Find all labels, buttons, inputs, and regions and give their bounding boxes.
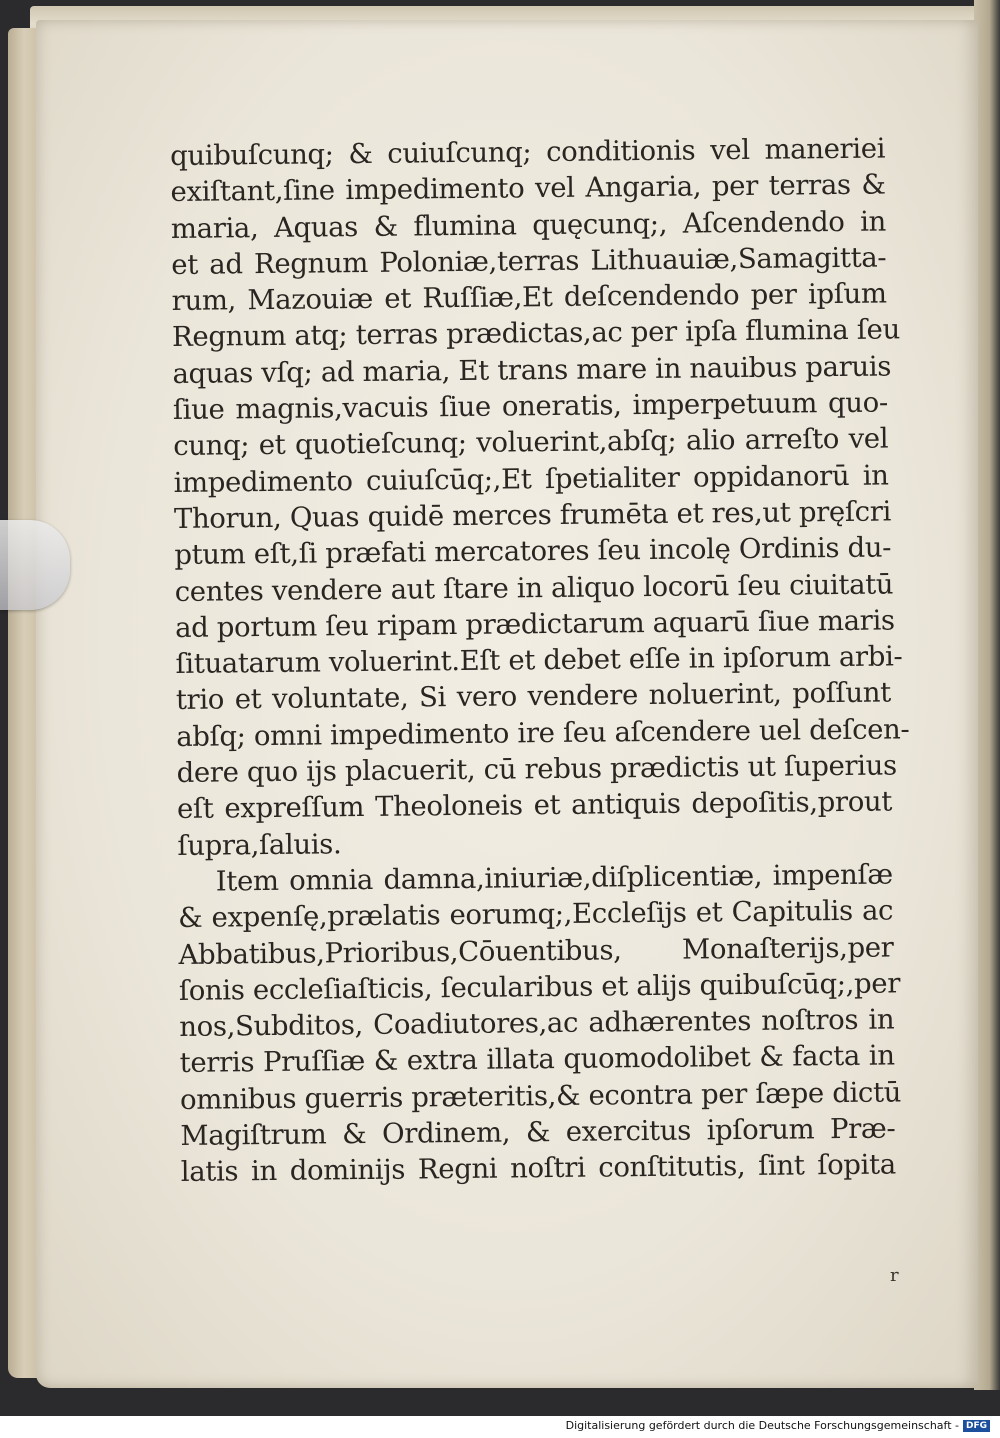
text-line: ſituatarum voluerint.Eſt et debet eſſe in ipſorum arbi- [175, 640, 903, 681]
text-line: ptum eſt,ſi præfati mercatores ſeu incolę Ordinis du- [174, 531, 892, 572]
text-line: centes vendere aut ſtare in aliquo locorū ſeu ciuitatū [174, 568, 894, 608]
text-line: Thorun, Quas quidē merces frumēta et res,ut pręſcri [173, 495, 892, 535]
text-line: rum, Mazouiæ et Ruſſiæ,Et deſcendendo per ipſum [171, 277, 887, 318]
margin-mark: r [890, 1265, 899, 1286]
text-line: abſq; omni impedimento ire ſeu aſcendere uel deſcen- [176, 713, 910, 753]
text-line: ſiue magnis,vacuis ſiue oneratis, imperpetuum quo- [172, 386, 888, 427]
text-line: et ad Regnum Poloniæ,terras Lithuauiæ,Samagitta- [171, 241, 887, 281]
text-line: maria, Aquas & flumina quęcunq;, Aſcendendo in [170, 205, 887, 245]
text-line: omnibus guerris præteritis,& econtra per ſæpe dictū [179, 1076, 902, 1116]
text-line: ſonis eccleſiaſticis, ſecularibus et alijs quibuſcūq;,per [178, 967, 901, 1007]
text-line: latis in dominijs Regni noſtri conſtitutis, ſint ſopita [180, 1148, 896, 1189]
text-line: cunq; et quotieſcunq; voluerint,abſq; alio arreſto vel [173, 422, 889, 463]
text-line: impedimento cuiuſcūq;,Et ſpetialiter oppidanorū in [173, 459, 889, 499]
text-line: dere quo ijs placuerit, cū rebus prædictis ut ſuperius [176, 749, 897, 790]
text-line: quibuſcunq; & cuiuſcunq; conditionis vel maneriei [170, 132, 886, 172]
text-line: ad portum ſeu ripam prædictarum aquarū ſiue maris [174, 604, 895, 644]
page-clip [0, 520, 70, 610]
text-line: Abbatibus,Prioribus,Cōuentibus, Monaſterijs,per [178, 931, 894, 971]
text-line: Regnum atq; terras prædictas,ac per ipſa flumina ſeu [171, 313, 901, 354]
text-line: aquas vſq; ad maria, Et trans mare in nauibus paruis [172, 350, 892, 390]
text-line: eſt expreſſum Theoloneis et antiquis depoſitis,prout [176, 785, 893, 826]
paragraph-first-line: Item omnia damna,iniuriæ,diſplicentiæ, impenſæ [215, 858, 893, 898]
text-line: exiſtant,ſine impedimento vel Angaria, per terras & [170, 168, 886, 209]
text-line: terris Pruſſiæ & extra illata quomodolibet & facta in [179, 1039, 895, 1080]
text-line: nos,Subditos, Coadiutores,ac adhærentes noſtros in [179, 1003, 895, 1044]
printed-text-block [170, 131, 910, 1191]
text-line: trio et voluntate, Si vero vendere noluerint, poſſunt [175, 676, 892, 717]
dfg-logo: DFG [963, 1420, 990, 1432]
text-line: ſupra,ſaluis. [177, 827, 342, 862]
credit-text: Digitalisierung gefördert durch die Deutsche Forschungsgemeinschaft - [565, 1419, 959, 1432]
text-line: & expenſę,prælatis eorumq;,Eccleſijs et Capitulis ac [178, 894, 894, 935]
text-line: Magiſtrum & Ordinem, & exercitus ipſorum Præ- [180, 1112, 896, 1152]
digitization-credit [562, 1417, 994, 1434]
